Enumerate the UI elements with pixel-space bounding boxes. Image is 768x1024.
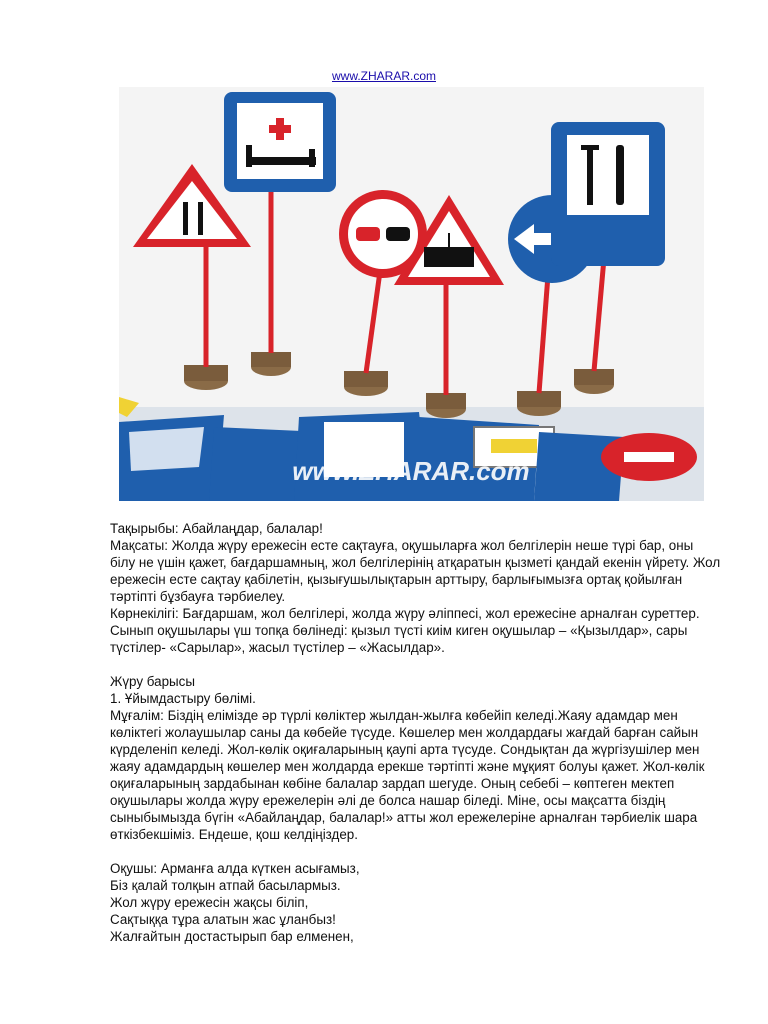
visuals-paragraph: Көрнекілігі: Бағдаршам, жол белгілері, жолда жүру әліппесі, жол ережесіне арналған суреттер. Сынып оқушылары үш топқа бөлінеді: қызыл түсті киім киген оқушылар – «Қызылдар», сары түстілер- «Сарылар», жасыл түстілер – «Жасылдар». [110,606,700,655]
teacher-paragraph: Мұғалім: Біздің елімізде әр түрлі көліктер жылдан-жылға көбейіп келеді.Жаяу адамдар мен көліктегі жолаушылар саны да көбейе түсуде. Көшелер мен жолдардағы жағдай барған сайын күрделеніп келеді. Жол-көлік оқиғаларының қаупі арта түсуде. Сондықтан да жүргізушілер мен жаяу адамдардың көшелер мен жолдарда ерекше тәртіпті және мұқият болуы қажет. Жол-көлік оқиғаларының зардабынан көбіне балалар зардап шегуде. Оның себебі – көптеген мектеп оқушылары жолда жүру ережелерін әлі де болса нашар біледі. Міне, осы мақсатта біздің сыныбымызда бүгін «Абайлаңдар, балалар!» атты жол ережелеріне арналған тәрбиелік шара өткізбекшіміз. Ендеше, қош келдіңіздер. [110,708,705,842]
section-1-title: 1. Ұйымдастыру бөлімі. [110,691,256,706]
road-signs-illustration [119,87,704,501]
header-link[interactable]: www.ZHARAR.com [331,69,436,83]
photo-watermark: www.ZHARAR.com [292,456,530,486]
hospital-sign [224,92,336,192]
road-signs-photo [119,87,704,501]
poem-line: Оқушы: Арманға алда күткен асығамыз, [110,861,360,876]
poem-line: Жол жүру ережесін жақсы біліп, [110,895,309,910]
poem-line: Біз қалай толқын атпай басылармыз. [110,878,341,893]
poem-line: Жалғайтын достастырып бар елменен, [110,929,354,944]
restaurant-sign [551,122,665,266]
progress-title: Жүру барысы [110,674,195,689]
poem-line: Сақтыққа тұра алатын жас ұланбыз! [110,912,336,927]
document-body [110,520,722,945]
topic-paragraph: Тақырыбы: Абайлаңдар, балалар! [110,521,323,536]
goal-paragraph: Мақсаты: Жолда жүру ережесін есте сақтауға, оқушыларға жол белгілерін неше түрі бар, оны білу не үшін қажет, бағдаршамның, жол белгілерінің атқаратын қызметі қандай екенін үйрету. Жол ережесін есте сақтау қабілетін, қызығушылықтарын арттыру, барлығымызға ортақ қойылған тәртіпті бұзбауға тәрбиелеу. [110,538,721,604]
